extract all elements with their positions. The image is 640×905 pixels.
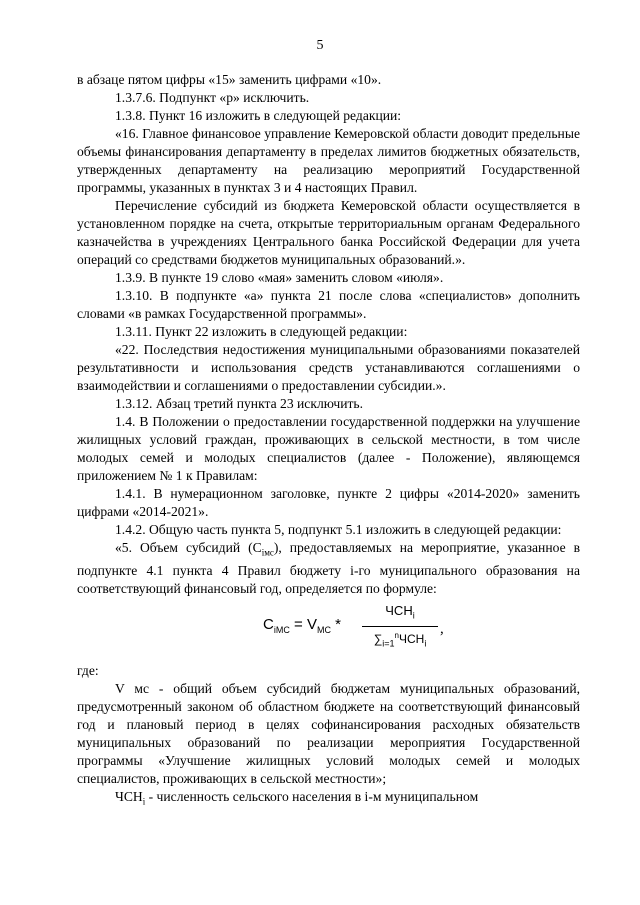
paragraph: 1.3.11. Пункт 22 изложить в следующей редакции: — [115, 324, 408, 339]
paragraph: 1.3.7.6. Подпункт «р» исключить. — [115, 90, 310, 105]
formula-denominator: $\sum_{i=1}^nЧСН_i$ — [373, 631, 427, 649]
paragraph: 1.3.12. Абзац третий пункта 23 исключить. — [115, 396, 364, 411]
intro-subscript: iмс — [261, 547, 274, 558]
paragraph: 1.3.10. В подпункте «а» пункта 21 после слова «специалистов» дополнить словами «в рамках Государственной программы». — [77, 288, 580, 321]
paragraph: 1.3.8. Пункт 16 изложить в следующей редакции: — [115, 108, 402, 123]
document-body — [77, 71, 580, 810]
subsidy-formula — [77, 602, 580, 662]
page-number: 5 — [316, 38, 324, 53]
paragraph: в абзаце пятом цифры «15» заменить цифрами «10». — [77, 72, 382, 87]
formula-tail: , — [440, 620, 444, 637]
intro-text-start: «5. Объем субсидий (С — [115, 540, 262, 555]
paragraph: 1.3.9. В пункте 19 слово «мая» заменить словом «июля». — [115, 270, 444, 285]
paragraph: 1.4.1. В нумерационном заголовке, пункте 2 цифры «2014-2020» заменить цифрами «2014-2021». — [77, 486, 580, 519]
paragraph: «22. Последствия недостижения муниципальными образованиями показателей результативности и использования средств устанавливаются соглашениями о взаимодействии и соглашениями о предоставлении субсидии.». — [77, 342, 580, 393]
paragraph: 1.4. В Положении о предоставлении государственной поддержки на улучшение жилищных условий граждан, проживающих в сельской местности, в том числе молодых семей и молодых специалистов (далее - Положение), являющемся приложением № 1 к Правилам: — [77, 414, 580, 483]
intro-text-end: ), предоставляемых на мероприятие, указанное в подпункте 4.1 пункта 4 Правил бюджету i-го муниципального образования на соответствующий финансовый год, определяется по формуле: — [77, 540, 580, 596]
formula-numerator: $ЧСН_i$ — [362, 602, 438, 628]
formula-intro-paragraph — [77, 539, 580, 598]
paragraph: 1.4.2. Общую часть пункта 5, подпункт 5.1 изложить в следующей редакции: — [115, 522, 562, 537]
paragraph: V мс - общий объем субсидий бюджетам муниципальных образований, предусмотренный законом об областном бюджете на соответствующий финансовый год и плановый период в целях софинансирования расходных обязательств муниципальных образований по реализации мероприятия Государственной программы «Улучшение жилищных условий молодых семей и молодых специалистов, проживающих в сельской местности»; — [77, 680, 580, 786]
formula-lhs: $С_{iМС} = V_{МС}$ * — [263, 615, 341, 635]
paragraph: $ЧСН_i$ - численность сельского населения в i-м муниципальном — [115, 788, 479, 807]
paragraph: где: — [77, 662, 99, 678]
formula-fraction — [362, 602, 438, 653]
paragraph: «16. Главное финансовое управление Кемеровской области доводит предельные объемы финансирования департаменту в пределах лимитов бюджетных обязательств, утвержденных департаменту на реализацию мероприятий Государственной программы, указанных в пунктах 3 и 4 настоящих Правил. — [77, 126, 580, 195]
paragraph: Перечисление субсидий из бюджета Кемеровской области осуществляется в установленном порядке на счета, открытые территориальным органам Федерального казначейства в учреждениях Центрального банка Российской Федерации для учета операций со средствами бюджетов муниципальных образований.». — [77, 198, 580, 267]
